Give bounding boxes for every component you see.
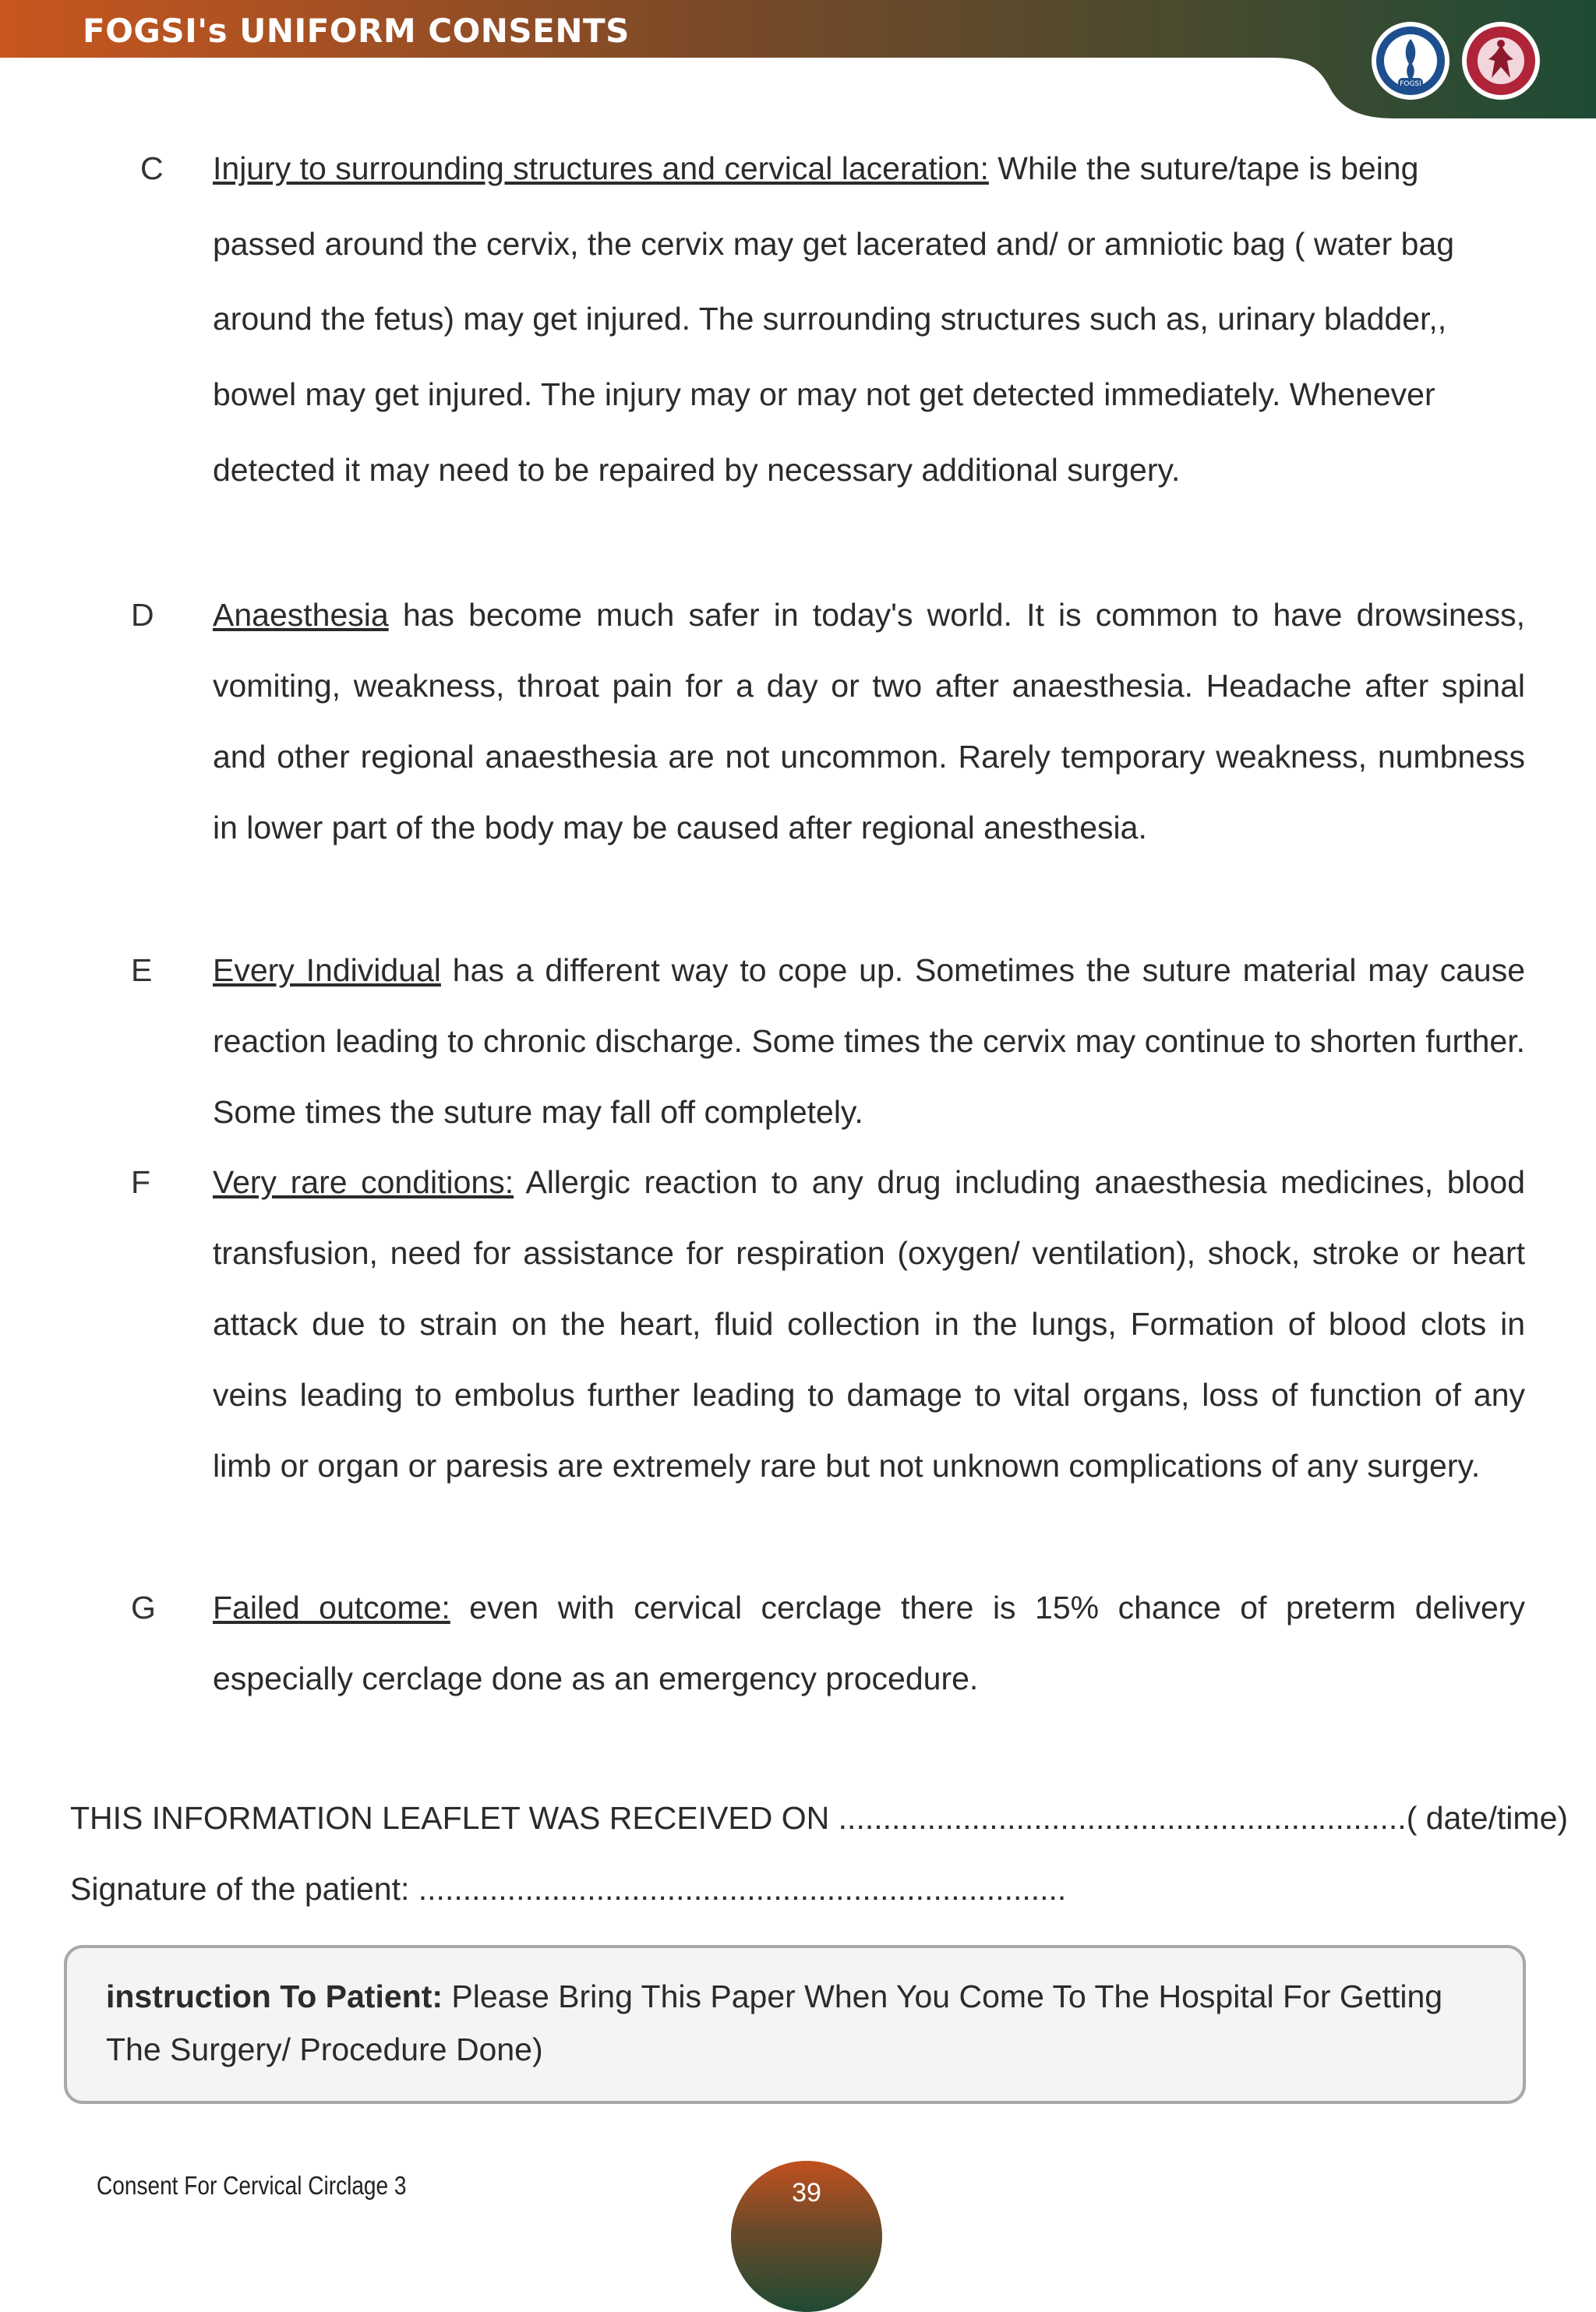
item-text: Allergic reaction to any drug including anaesthesia medicines, blood transfusion, need for assistance for respiration (oxygen/ ventilation), shock, stroke or heart attack due to strain on the heart, fluid collection in the lungs, Formation of blood clots in veins leading to embolus further leading to damage to vital organs, loss of function of any limb or organ or paresis are extremely rare but not unknown complications of any surgery.: [213, 1164, 1526, 1484]
item-text: has a different way to cope up. Sometimes the suture material may cause reaction leading to chronic discharge. Some times the cervix may continue to shorten further. Some times the suture may fall off completely.: [213, 952, 1525, 1130]
item-text: even with cervical cerclage there is 15% chance of preterm delivery especially cerclage done as an emergency procedure.: [213, 1590, 1525, 1696]
received-on-line: [70, 1800, 1568, 1837]
page-number: 39: [792, 2178, 821, 2208]
item-letter: G: [131, 1590, 156, 1625]
item-paragraph: [213, 131, 1530, 508]
item-paragraph: [213, 935, 1525, 1148]
signature-label: Signature of the patient:: [70, 1871, 418, 1907]
signature-blank[interactable]: .........................................................................: [418, 1871, 1067, 1907]
received-date-blank[interactable]: ................................................................: [838, 1800, 1407, 1836]
footer-document-title: Consent For Cervical Circlage 3: [97, 2171, 407, 2200]
instruction-box: [64, 1945, 1526, 2104]
instruction-text: Please Bring This Paper When You Come To The Hospital For Getting The Surgery/ Procedure Done): [106, 1978, 1443, 2067]
header-title: FOGSI's UNIFORM CONSENTS: [83, 12, 630, 50]
item-text: has become much safer in today's world. It is common to have drowsiness, vomiting, weakness, throat pain for a day or two after anaesthesia. Headache after spinal and other regional anaesthesia are not uncommon. Rarely temporary weakness, numbness in lower part of the body may be caused after regional anesthesia.: [213, 597, 1525, 845]
instruction-paragraph: [106, 1970, 1493, 2076]
item-heading: Very rare conditions:: [213, 1164, 514, 1200]
received-label: THIS INFORMATION LEAFLET WAS RECEIVED ON: [70, 1800, 839, 1836]
signature-line: [70, 1871, 1066, 1908]
item-paragraph: [213, 1147, 1525, 1502]
instruction-label: instruction To Patient:: [106, 1978, 443, 2014]
svg-text:FOGSI: FOGSI: [1400, 80, 1421, 88]
item-letter: C: [140, 150, 164, 186]
page-number-badge: [731, 2161, 882, 2312]
item-heading: Injury to surrounding structures and cervical laceration:: [213, 150, 989, 186]
item-heading: Anaesthesia: [213, 597, 389, 633]
item-heading: Failed outcome:: [213, 1590, 450, 1625]
fogsi-logo-icon: [1370, 20, 1451, 101]
item-paragraph: [213, 1573, 1525, 1714]
item-paragraph: [213, 580, 1525, 863]
safety-first-logo-icon: [1460, 20, 1541, 101]
item-heading: Every Individual: [213, 952, 441, 988]
item-text: While the suture/tape is being passed around the cervix, the cervix may get lacerated and/ or amniotic bag ( water bag around the fetus) may get injured. The surrounding structures such as, urinary bladder,, bowel may get injured. The injury may or may not get detected immediately. Whenever detected it may need to be repaired by necessary additional surgery.: [213, 150, 1455, 488]
item-letter: F: [131, 1164, 151, 1200]
item-letter: D: [131, 597, 154, 633]
item-letter: E: [131, 952, 153, 988]
received-suffix: ( date/time): [1406, 1800, 1569, 1836]
